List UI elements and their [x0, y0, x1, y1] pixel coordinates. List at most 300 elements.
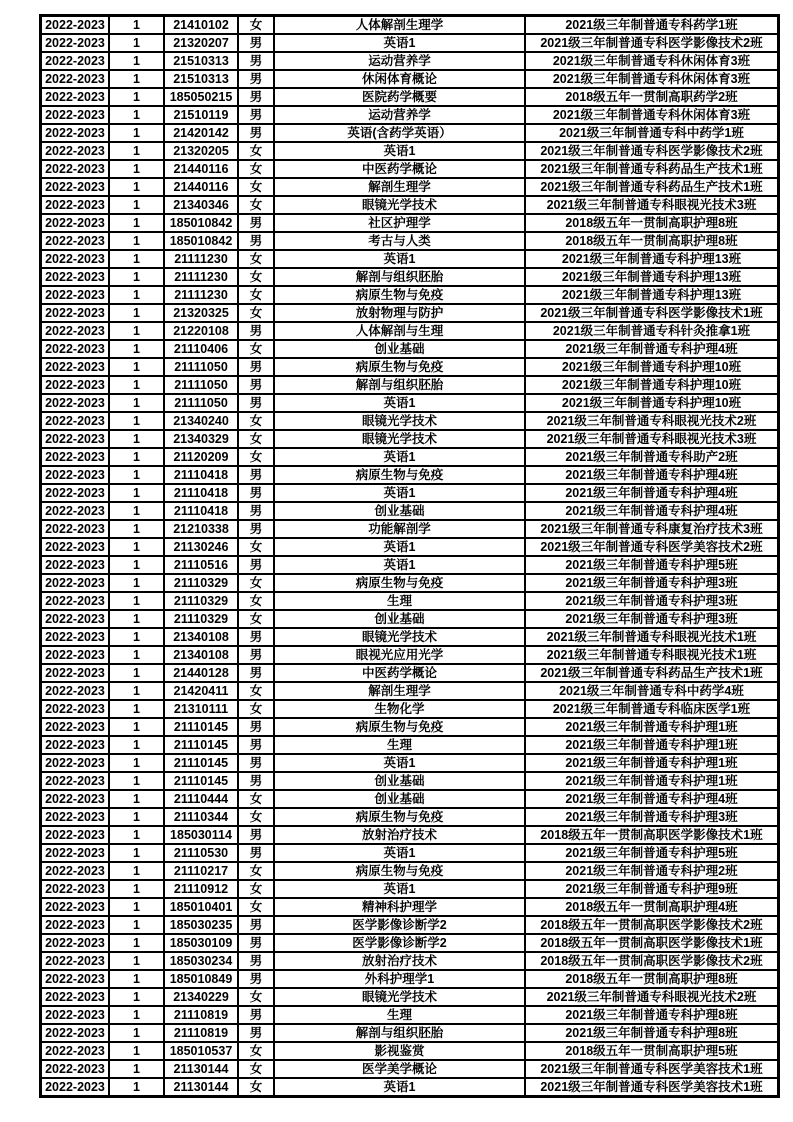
cell-gender: 男 — [238, 556, 274, 574]
cell-student_id: 21111050 — [164, 394, 238, 412]
cell-gender: 女 — [238, 196, 274, 214]
cell-academic_year: 2022-2023 — [41, 682, 109, 700]
table-row — [41, 556, 778, 574]
cell-semester: 1 — [109, 304, 164, 322]
cell-semester: 1 — [109, 700, 164, 718]
cell-semester: 1 — [109, 178, 164, 196]
cell-course_name: 眼视光应用光学 — [274, 646, 525, 664]
cell-semester: 1 — [109, 862, 164, 880]
cell-course_name: 医学影像诊断学2 — [274, 916, 525, 934]
cell-class_name: 2021级三年制普通专科护理4班 — [525, 484, 778, 502]
cell-semester: 1 — [109, 124, 164, 142]
cell-academic_year: 2022-2023 — [41, 88, 109, 106]
cell-course_name: 生理 — [274, 1006, 525, 1024]
cell-semester: 1 — [109, 52, 164, 70]
cell-course_name: 眼镜光学技术 — [274, 628, 525, 646]
cell-course_name: 英语1 — [274, 484, 525, 502]
cell-gender: 女 — [238, 448, 274, 466]
cell-gender: 女 — [238, 286, 274, 304]
cell-semester: 1 — [109, 844, 164, 862]
table-row — [41, 232, 778, 250]
cell-semester: 1 — [109, 448, 164, 466]
table-row — [41, 952, 778, 970]
cell-student_id: 185030114 — [164, 826, 238, 844]
cell-semester: 1 — [109, 88, 164, 106]
cell-course_name: 病原生物与免疫 — [274, 574, 525, 592]
cell-class_name: 2021级三年制普通专科休闲体育3班 — [525, 70, 778, 88]
cell-gender: 女 — [238, 412, 274, 430]
cell-class_name: 2021级三年制普通专科医学影像技术1班 — [525, 304, 778, 322]
cell-academic_year: 2022-2023 — [41, 286, 109, 304]
cell-course_name: 病原生物与免疫 — [274, 718, 525, 736]
cell-student_id: 21320325 — [164, 304, 238, 322]
cell-course_name: 眼镜光学技术 — [274, 430, 525, 448]
table-row — [41, 538, 778, 556]
cell-course_name: 精神科护理学 — [274, 898, 525, 916]
cell-class_name: 2021级三年制普通专科护理8班 — [525, 1006, 778, 1024]
table-row — [41, 628, 778, 646]
cell-semester: 1 — [109, 1024, 164, 1042]
cell-academic_year: 2022-2023 — [41, 34, 109, 52]
student-course-table — [39, 14, 780, 1098]
table-row — [41, 376, 778, 394]
cell-academic_year: 2022-2023 — [41, 52, 109, 70]
cell-semester: 1 — [109, 1078, 164, 1096]
table-row — [41, 52, 778, 70]
cell-class_name: 2021级三年制普通专科药品生产技术1班 — [525, 664, 778, 682]
cell-student_id: 21110217 — [164, 862, 238, 880]
cell-gender: 女 — [238, 340, 274, 358]
table-row — [41, 250, 778, 268]
table-row — [41, 70, 778, 88]
cell-academic_year: 2022-2023 — [41, 844, 109, 862]
cell-student_id: 21220108 — [164, 322, 238, 340]
cell-gender: 女 — [238, 16, 274, 34]
cell-gender: 男 — [238, 646, 274, 664]
table-row — [41, 790, 778, 808]
cell-semester: 1 — [109, 70, 164, 88]
cell-academic_year: 2022-2023 — [41, 628, 109, 646]
cell-student_id: 21110516 — [164, 556, 238, 574]
cell-semester: 1 — [109, 952, 164, 970]
table-row — [41, 664, 778, 682]
cell-student_id: 21210338 — [164, 520, 238, 538]
cell-course_name: 功能解剖学 — [274, 520, 525, 538]
cell-class_name: 2018级五年一贯制高职医学影像技术2班 — [525, 916, 778, 934]
cell-class_name: 2021级三年制普通专科护理10班 — [525, 394, 778, 412]
cell-gender: 女 — [238, 538, 274, 556]
table-row — [41, 88, 778, 106]
cell-course_name: 病原生物与免疫 — [274, 466, 525, 484]
cell-class_name: 2021级三年制普通专科眼视光技术3班 — [525, 196, 778, 214]
cell-semester: 1 — [109, 556, 164, 574]
cell-semester: 1 — [109, 214, 164, 232]
table-row — [41, 484, 778, 502]
cell-student_id: 21510313 — [164, 52, 238, 70]
cell-student_id: 21110406 — [164, 340, 238, 358]
cell-gender: 男 — [238, 844, 274, 862]
cell-gender: 男 — [238, 106, 274, 124]
cell-gender: 女 — [238, 682, 274, 700]
cell-student_id: 21110145 — [164, 772, 238, 790]
cell-student_id: 21110912 — [164, 880, 238, 898]
table-row — [41, 466, 778, 484]
table-row — [41, 286, 778, 304]
cell-class_name: 2018级五年一贯制高职医学影像技术1班 — [525, 934, 778, 952]
cell-semester: 1 — [109, 16, 164, 34]
cell-academic_year: 2022-2023 — [41, 376, 109, 394]
cell-student_id: 21110344 — [164, 808, 238, 826]
cell-student_id: 185050215 — [164, 88, 238, 106]
cell-academic_year: 2022-2023 — [41, 304, 109, 322]
cell-course_name: 创业基础 — [274, 502, 525, 520]
cell-academic_year: 2022-2023 — [41, 1060, 109, 1078]
table-row — [41, 106, 778, 124]
cell-class_name: 2021级三年制普通专科医学美容技术1班 — [525, 1060, 778, 1078]
cell-gender: 男 — [238, 322, 274, 340]
cell-academic_year: 2022-2023 — [41, 232, 109, 250]
cell-academic_year: 2022-2023 — [41, 1078, 109, 1096]
cell-course_name: 病原生物与免疫 — [274, 358, 525, 376]
cell-gender: 女 — [238, 268, 274, 286]
table-row — [41, 394, 778, 412]
cell-student_id: 21110819 — [164, 1006, 238, 1024]
cell-semester: 1 — [109, 1042, 164, 1060]
cell-academic_year: 2022-2023 — [41, 196, 109, 214]
cell-gender: 男 — [238, 376, 274, 394]
cell-student_id: 21440116 — [164, 160, 238, 178]
cell-student_id: 21110444 — [164, 790, 238, 808]
cell-semester: 1 — [109, 160, 164, 178]
cell-student_id: 21340240 — [164, 412, 238, 430]
cell-student_id: 21110530 — [164, 844, 238, 862]
cell-academic_year: 2022-2023 — [41, 502, 109, 520]
cell-student_id: 185030109 — [164, 934, 238, 952]
cell-gender: 男 — [238, 394, 274, 412]
cell-academic_year: 2022-2023 — [41, 394, 109, 412]
cell-class_name: 2021级三年制普通专科护理4班 — [525, 502, 778, 520]
cell-student_id: 21110329 — [164, 610, 238, 628]
cell-gender: 男 — [238, 970, 274, 988]
cell-academic_year: 2022-2023 — [41, 448, 109, 466]
cell-academic_year: 2022-2023 — [41, 1042, 109, 1060]
cell-gender: 男 — [238, 124, 274, 142]
cell-course_name: 眼镜光学技术 — [274, 196, 525, 214]
table-row — [41, 880, 778, 898]
table-row — [41, 682, 778, 700]
cell-semester: 1 — [109, 250, 164, 268]
cell-academic_year: 2022-2023 — [41, 1024, 109, 1042]
cell-academic_year: 2022-2023 — [41, 250, 109, 268]
cell-student_id: 21110145 — [164, 718, 238, 736]
cell-semester: 1 — [109, 1060, 164, 1078]
cell-semester: 1 — [109, 934, 164, 952]
cell-class_name: 2021级三年制普通专科休闲体育3班 — [525, 106, 778, 124]
cell-semester: 1 — [109, 484, 164, 502]
cell-course_name: 解剖生理学 — [274, 178, 525, 196]
cell-course_name: 英语1 — [274, 556, 525, 574]
table-row — [41, 898, 778, 916]
cell-course_name: 考古与人类 — [274, 232, 525, 250]
cell-semester: 1 — [109, 520, 164, 538]
cell-student_id: 185010842 — [164, 232, 238, 250]
cell-course_name: 英语1 — [274, 448, 525, 466]
cell-student_id: 185030234 — [164, 952, 238, 970]
cell-class_name: 2018级五年一贯制高职医学影像技术1班 — [525, 826, 778, 844]
cell-course_name: 运动营养学 — [274, 52, 525, 70]
cell-semester: 1 — [109, 772, 164, 790]
table-row — [41, 358, 778, 376]
table-row — [41, 1006, 778, 1024]
cell-student_id: 21420142 — [164, 124, 238, 142]
document-sheet — [39, 14, 780, 1098]
cell-semester: 1 — [109, 286, 164, 304]
cell-class_name: 2021级三年制普通专科中药学4班 — [525, 682, 778, 700]
cell-semester: 1 — [109, 358, 164, 376]
cell-student_id: 21410102 — [164, 16, 238, 34]
cell-course_name: 放射物理与防护 — [274, 304, 525, 322]
cell-student_id: 21440116 — [164, 178, 238, 196]
cell-student_id: 21130144 — [164, 1060, 238, 1078]
cell-academic_year: 2022-2023 — [41, 880, 109, 898]
cell-student_id: 21110418 — [164, 502, 238, 520]
cell-semester: 1 — [109, 610, 164, 628]
cell-student_id: 185010401 — [164, 898, 238, 916]
cell-class_name: 2018级五年一贯制高职护理8班 — [525, 214, 778, 232]
cell-academic_year: 2022-2023 — [41, 790, 109, 808]
cell-class_name: 2021级三年制普通专科护理3班 — [525, 808, 778, 826]
cell-semester: 1 — [109, 1006, 164, 1024]
cell-class_name: 2018级五年一贯制高职药学2班 — [525, 88, 778, 106]
cell-semester: 1 — [109, 646, 164, 664]
cell-academic_year: 2022-2023 — [41, 898, 109, 916]
cell-semester: 1 — [109, 718, 164, 736]
table-row — [41, 1060, 778, 1078]
cell-course_name: 眼镜光学技术 — [274, 412, 525, 430]
cell-class_name: 2021级三年制普通专科眼视光技术1班 — [525, 646, 778, 664]
cell-academic_year: 2022-2023 — [41, 862, 109, 880]
cell-class_name: 2021级三年制普通专科药品生产技术1班 — [525, 160, 778, 178]
cell-academic_year: 2022-2023 — [41, 718, 109, 736]
cell-class_name: 2021级三年制普通专科护理9班 — [525, 880, 778, 898]
table-row — [41, 34, 778, 52]
cell-class_name: 2021级三年制普通专科护理13班 — [525, 250, 778, 268]
cell-gender: 女 — [238, 160, 274, 178]
table-row — [41, 196, 778, 214]
cell-course_name: 医学美学概论 — [274, 1060, 525, 1078]
cell-class_name: 2021级三年制普通专科护理1班 — [525, 772, 778, 790]
cell-gender: 女 — [238, 592, 274, 610]
table-row — [41, 646, 778, 664]
cell-class_name: 2018级五年一贯制高职护理8班 — [525, 232, 778, 250]
cell-class_name: 2021级三年制普通专科护理4班 — [525, 790, 778, 808]
cell-semester: 1 — [109, 898, 164, 916]
cell-gender: 女 — [238, 610, 274, 628]
table-row — [41, 700, 778, 718]
cell-class_name: 2021级三年制普通专科医学美容技术2班 — [525, 538, 778, 556]
cell-course_name: 英语1 — [274, 844, 525, 862]
table-row — [41, 592, 778, 610]
cell-semester: 1 — [109, 430, 164, 448]
cell-semester: 1 — [109, 412, 164, 430]
table-row — [41, 430, 778, 448]
cell-academic_year: 2022-2023 — [41, 214, 109, 232]
cell-class_name: 2021级三年制普通专科护理5班 — [525, 556, 778, 574]
cell-student_id: 21111230 — [164, 286, 238, 304]
cell-gender: 男 — [238, 88, 274, 106]
cell-class_name: 2021级三年制普通专科康复治疗技术3班 — [525, 520, 778, 538]
cell-academic_year: 2022-2023 — [41, 916, 109, 934]
cell-academic_year: 2022-2023 — [41, 556, 109, 574]
table-row — [41, 862, 778, 880]
cell-academic_year: 2022-2023 — [41, 430, 109, 448]
cell-class_name: 2021级三年制普通专科药学1班 — [525, 16, 778, 34]
cell-student_id: 185030235 — [164, 916, 238, 934]
cell-student_id: 21110819 — [164, 1024, 238, 1042]
cell-gender: 男 — [238, 214, 274, 232]
cell-course_name: 创业基础 — [274, 772, 525, 790]
cell-semester: 1 — [109, 754, 164, 772]
cell-gender: 女 — [238, 862, 274, 880]
cell-gender: 男 — [238, 484, 274, 502]
table-row — [41, 610, 778, 628]
cell-semester: 1 — [109, 574, 164, 592]
cell-academic_year: 2022-2023 — [41, 826, 109, 844]
cell-semester: 1 — [109, 502, 164, 520]
cell-semester: 1 — [109, 196, 164, 214]
cell-course_name: 生理 — [274, 736, 525, 754]
cell-gender: 女 — [238, 430, 274, 448]
table-row — [41, 826, 778, 844]
cell-course_name: 放射治疗技术 — [274, 952, 525, 970]
cell-semester: 1 — [109, 826, 164, 844]
cell-class_name: 2021级三年制普通专科护理5班 — [525, 844, 778, 862]
cell-academic_year: 2022-2023 — [41, 142, 109, 160]
table-row — [41, 1024, 778, 1042]
table-row — [41, 1078, 778, 1096]
cell-semester: 1 — [109, 916, 164, 934]
cell-student_id: 21111230 — [164, 268, 238, 286]
cell-semester: 1 — [109, 268, 164, 286]
cell-course_name: 外科护理学1 — [274, 970, 525, 988]
cell-academic_year: 2022-2023 — [41, 808, 109, 826]
cell-course_name: 创业基础 — [274, 340, 525, 358]
cell-course_name: 病原生物与免疫 — [274, 286, 525, 304]
cell-class_name: 2021级三年制普通专科护理2班 — [525, 862, 778, 880]
cell-class_name: 2021级三年制普通专科针灸推拿1班 — [525, 322, 778, 340]
cell-gender: 男 — [238, 628, 274, 646]
cell-gender: 男 — [238, 52, 274, 70]
cell-class_name: 2021级三年制普通专科护理3班 — [525, 574, 778, 592]
cell-class_name: 2021级三年制普通专科护理13班 — [525, 286, 778, 304]
cell-course_name: 英语1 — [274, 34, 525, 52]
cell-semester: 1 — [109, 880, 164, 898]
cell-academic_year: 2022-2023 — [41, 592, 109, 610]
cell-semester: 1 — [109, 790, 164, 808]
cell-student_id: 21340108 — [164, 646, 238, 664]
cell-class_name: 2021级三年制普通专科护理10班 — [525, 376, 778, 394]
cell-gender: 女 — [238, 700, 274, 718]
table-row — [41, 214, 778, 232]
cell-class_name: 2021级三年制普通专科护理13班 — [525, 268, 778, 286]
cell-gender: 女 — [238, 988, 274, 1006]
table-row — [41, 412, 778, 430]
cell-course_name: 解剖生理学 — [274, 682, 525, 700]
cell-class_name: 2021级三年制普通专科护理3班 — [525, 610, 778, 628]
table-row — [41, 844, 778, 862]
cell-class_name: 2021级三年制普通专科护理3班 — [525, 592, 778, 610]
cell-semester: 1 — [109, 592, 164, 610]
cell-academic_year: 2022-2023 — [41, 358, 109, 376]
cell-course_name: 英语1 — [274, 142, 525, 160]
cell-semester: 1 — [109, 970, 164, 988]
cell-gender: 男 — [238, 232, 274, 250]
cell-gender: 男 — [238, 358, 274, 376]
cell-academic_year: 2022-2023 — [41, 664, 109, 682]
cell-academic_year: 2022-2023 — [41, 16, 109, 34]
cell-class_name: 2021级三年制普通专科眼视光技术2班 — [525, 988, 778, 1006]
cell-gender: 男 — [238, 466, 274, 484]
cell-semester: 1 — [109, 322, 164, 340]
cell-semester: 1 — [109, 376, 164, 394]
cell-class_name: 2021级三年制普通专科医学美容技术1班 — [525, 1078, 778, 1096]
cell-academic_year: 2022-2023 — [41, 70, 109, 88]
cell-student_id: 21510119 — [164, 106, 238, 124]
cell-gender: 男 — [238, 952, 274, 970]
table-row — [41, 502, 778, 520]
cell-gender: 男 — [238, 916, 274, 934]
cell-course_name: 英语1 — [274, 538, 525, 556]
cell-gender: 男 — [238, 502, 274, 520]
cell-gender: 女 — [238, 250, 274, 268]
cell-gender: 女 — [238, 178, 274, 196]
cell-student_id: 185010842 — [164, 214, 238, 232]
table-row — [41, 808, 778, 826]
cell-academic_year: 2022-2023 — [41, 268, 109, 286]
cell-academic_year: 2022-2023 — [41, 106, 109, 124]
cell-class_name: 2018级五年一贯制高职护理4班 — [525, 898, 778, 916]
cell-course_name: 生物化学 — [274, 700, 525, 718]
cell-semester: 1 — [109, 34, 164, 52]
cell-gender: 女 — [238, 142, 274, 160]
cell-gender: 男 — [238, 1024, 274, 1042]
cell-student_id: 21111230 — [164, 250, 238, 268]
cell-student_id: 21130246 — [164, 538, 238, 556]
cell-gender: 女 — [238, 304, 274, 322]
cell-gender: 女 — [238, 1078, 274, 1096]
cell-class_name: 2021级三年制普通专科护理1班 — [525, 718, 778, 736]
cell-class_name: 2021级三年制普通专科护理8班 — [525, 1024, 778, 1042]
cell-course_name: 影视鉴赏 — [274, 1042, 525, 1060]
cell-course_name: 英语1 — [274, 1078, 525, 1096]
cell-gender: 女 — [238, 880, 274, 898]
cell-course_name: 人体解剖生理学 — [274, 16, 525, 34]
cell-gender: 女 — [238, 574, 274, 592]
cell-course_name: 创业基础 — [274, 610, 525, 628]
table-row — [41, 718, 778, 736]
cell-class_name: 2021级三年制普通专科临床医学1班 — [525, 700, 778, 718]
cell-course_name: 眼镜光学技术 — [274, 988, 525, 1006]
cell-academic_year: 2022-2023 — [41, 646, 109, 664]
cell-semester: 1 — [109, 682, 164, 700]
cell-course_name: 创业基础 — [274, 790, 525, 808]
cell-academic_year: 2022-2023 — [41, 754, 109, 772]
cell-class_name: 2018级五年一贯制高职护理8班 — [525, 970, 778, 988]
cell-student_id: 21320205 — [164, 142, 238, 160]
cell-course_name: 解剖与组织胚胎 — [274, 1024, 525, 1042]
table-row — [41, 916, 778, 934]
cell-semester: 1 — [109, 232, 164, 250]
